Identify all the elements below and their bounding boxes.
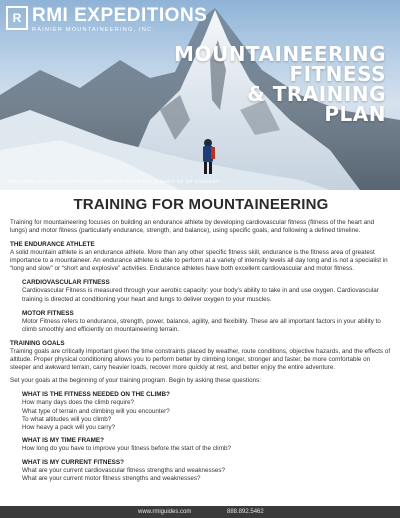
question-block-timeframe bbox=[22, 437, 392, 453]
list-item: How heavy a pack will you carry? bbox=[22, 424, 116, 432]
list-item: What type of terrain and climbing will you encounter? bbox=[22, 407, 170, 415]
photo-caption: RMI GUIDE GREG VERNOVAGE DESCENDING FROM THE SUMMIT OF MT EVEREST bbox=[8, 180, 220, 185]
hero-title-line: FITNESS bbox=[289, 62, 386, 86]
brand-subtitle: RAINIER MOUNTAINEERING, INC. bbox=[32, 27, 156, 33]
goals-prompt: Set your goals at the beginning of your training program. Begin by asking these questions: bbox=[10, 377, 261, 385]
question-block-fitness bbox=[22, 391, 392, 432]
list-item: How many days does the climb require? bbox=[22, 399, 134, 407]
question-heading: WHAT IS MY TIME FRAME? bbox=[22, 437, 104, 445]
question-heading: WHAT IS THE FITNESS NEEDED ON THE CLIMB? bbox=[22, 391, 170, 399]
hero-title-line: PLAN bbox=[324, 102, 386, 126]
hero-title-line: & TRAINING bbox=[247, 82, 386, 106]
section-heading-goals: TRAINING GOALS bbox=[10, 339, 65, 347]
logo-mark: R bbox=[6, 6, 28, 30]
brand-logo[interactable] bbox=[6, 6, 207, 34]
hero-title bbox=[174, 44, 386, 124]
section-heading-motor: MOTOR FITNESS bbox=[22, 309, 74, 317]
list-item: What are your current motor fitness strengths and weaknesses? bbox=[22, 475, 201, 482]
list-item: To what altitudes will you climb? bbox=[22, 415, 112, 423]
footer-bar bbox=[0, 506, 400, 518]
motor-section bbox=[22, 310, 392, 334]
cardio-section bbox=[22, 279, 392, 303]
page-title: TRAINING FOR MOUNTAINEERING bbox=[73, 196, 329, 213]
hero-title-line: MOUNTAINEERING bbox=[174, 42, 386, 66]
brand-name: RMI EXPEDITIONS bbox=[32, 5, 208, 26]
hero-banner bbox=[0, 0, 400, 190]
section-heading-cardio: CARDIOVASCULAR FITNESS bbox=[22, 279, 110, 287]
question-heading: WHAT IS MY CURRENT FITNESS? bbox=[22, 458, 124, 466]
section-heading-endurance: THE ENDURANCE ATHLETE bbox=[10, 241, 95, 249]
intro-paragraph: Training for mountaineering focuses on building an endurance athlete by developing cardiovascular fitness (fitness of the heart and lungs) and motor fitness (particularly endurance, strength, and balance), using specific goals, and following a defined timeline. bbox=[10, 219, 375, 235]
goals-paragraph: Training goals are critically important given the time constraints placed by weather, route conditions, objective hazards, and the effects of altitude. Proper physical conditioning allows you to perform better by climbing longer, stronger and faster, be more comfortable on steeper and awkward terrain, carry heavier loads, recover more quickly at rest, and better enjoy the entire adventure. bbox=[10, 347, 391, 372]
motor-paragraph: Motor Fitness refers to endurance, strength, power, balance, agility, and flexibility. These are all important factors in your ability to climb smoothly and efficiently on mountaineering terrain. bbox=[22, 317, 381, 333]
website-link[interactable]: www.rmiguides.com bbox=[138, 509, 192, 515]
question-block-current bbox=[22, 459, 392, 484]
cardio-paragraph: Cardiovascular Fitness is measured through your aerobic capacity: your body’s ability to take in and use oxygen. Cardiovascular training is directed at conditioning your heart and lungs to deliver oxygen to your muscles. bbox=[22, 287, 379, 303]
endurance-paragraph: A solid mountain athlete is an endurance athlete. More than any other specific fitness skill, endurance is the fitness area of greatest importance to a mountaineer. An endurance athlete is able to perform at a variety of intensity levels all day long and is not a specialist in “long and slow” or “short and explosive” activities. Endurance athletes have both excellent cardiovascular and motor fitness. bbox=[10, 249, 388, 273]
list-item: How long do you have to improve your fitness before the start of the climb? bbox=[22, 445, 231, 453]
list-item: What are your current cardiovascular fitness strengths and weaknesses? bbox=[22, 466, 225, 474]
document-body bbox=[10, 196, 392, 483]
phone-number[interactable]: 888.892.5462 bbox=[227, 509, 264, 515]
